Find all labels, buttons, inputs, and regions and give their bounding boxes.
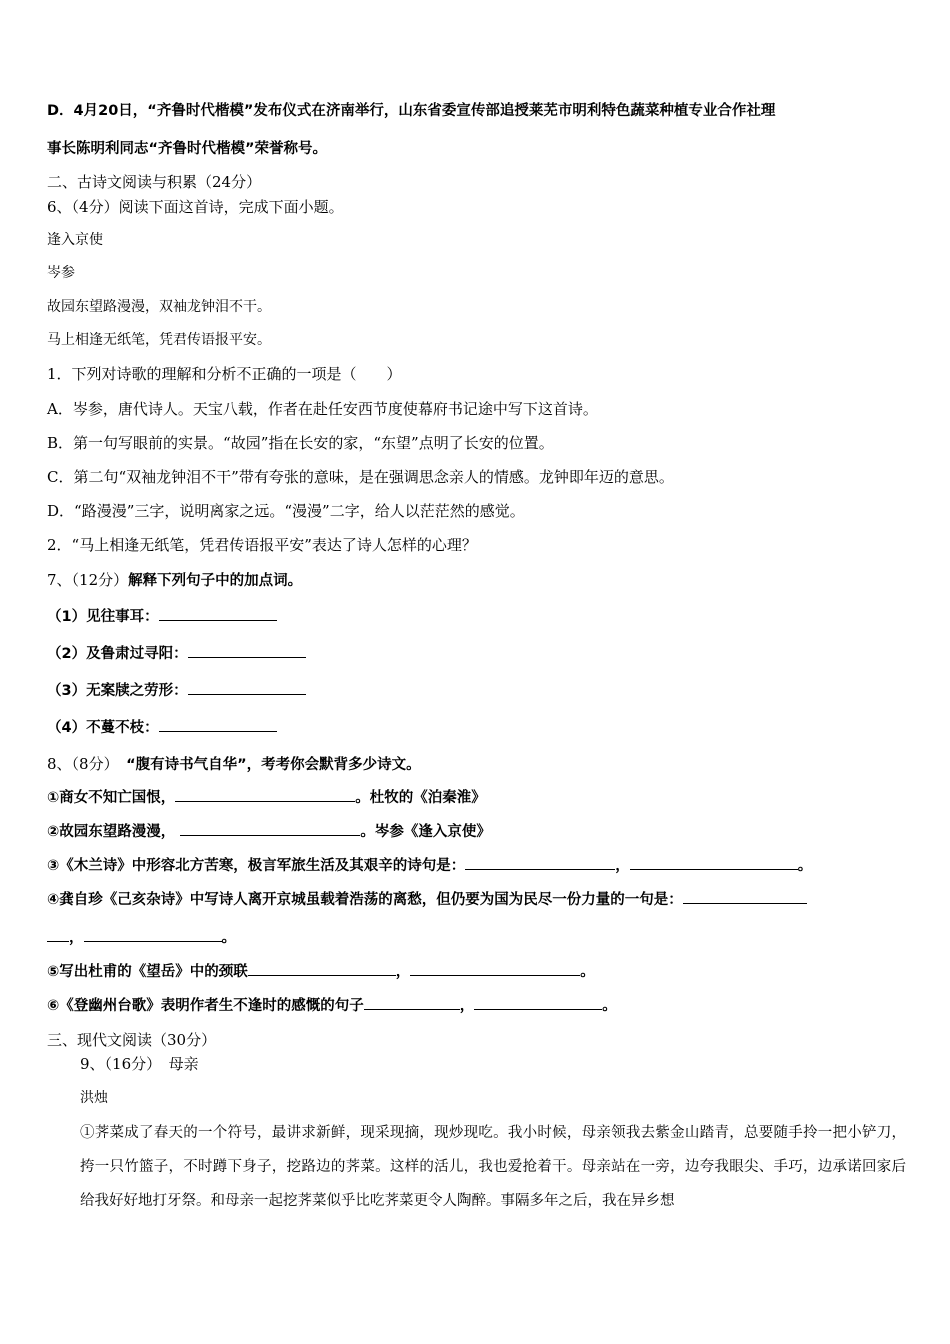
answer-blank[interactable] [180, 821, 360, 836]
q8-prefix: 8、（8分） [47, 755, 112, 773]
q7-prefix: 7、（12分） [47, 571, 129, 589]
option-d-line2: 事长陈明利同志“齐鲁时代楷模”荣誉称号。 [47, 141, 328, 157]
q8-item-3-text: ③《木兰诗》中形容北方苦寒，极言军旅生活及其艰辛的诗句是： [47, 858, 466, 874]
q8-item-1-text: ①商女不知亡国恨， [47, 790, 176, 806]
period: 。 [580, 964, 595, 980]
poem-title: 逢入京使 [47, 232, 103, 248]
period: 。 [221, 930, 236, 946]
answer-blank[interactable] [683, 889, 807, 904]
q7-item-4 [47, 717, 277, 739]
q8-item-1 [47, 787, 486, 809]
answer-blank[interactable] [175, 787, 355, 802]
q7-instruction: 解释下列句子中的加点词。 [128, 573, 303, 589]
answer-blank[interactable] [410, 961, 580, 976]
q7-header [47, 569, 302, 592]
comma: ， [459, 998, 475, 1014]
q6-sub1: 1．下列对诗歌的理解和分析不正确的一项是（ ） [47, 365, 402, 383]
answer-blank[interactable] [159, 606, 277, 621]
q6-option-a: A．岑参，唐代诗人。天宝八载，作者在赴任安西节度使幕府书记途中写下这首诗。 [47, 400, 598, 418]
section-2-heading: 二、古诗文阅读与积累（24分） [47, 173, 262, 191]
section-3-heading: 三、现代文阅读（30分） [47, 1031, 217, 1049]
q8-item-6-text: ⑥《登幽州台歌》表明作者生不逢时的感慨的句子 [47, 998, 364, 1014]
q8-item-5-text: ⑤写出杜甫的《望岳》中的颈联 [47, 964, 248, 980]
comma: ， [395, 964, 411, 980]
period: 。 [797, 858, 813, 874]
q7-item-3 [47, 680, 306, 702]
q7-item-1-label: （1）见往事耳： [47, 609, 159, 625]
q6-option-b: B．第一句写眼前的实景。“故园”指在长安的家，“东望”点明了长安的位置。 [47, 434, 554, 452]
q6-intro: 6、（4分）阅读下面这首诗，完成下面小题。 [47, 198, 344, 216]
q8-item-2-source: 。岑参《逢入京使》 [360, 824, 491, 840]
q9-label: 9、（16分） 母亲 [80, 1055, 199, 1073]
q8-item-4-line2 [47, 927, 236, 949]
answer-blank[interactable] [465, 855, 615, 870]
answer-blank[interactable] [188, 643, 306, 658]
q7-item-2-label: （2）及鲁肃过寻阳： [47, 646, 188, 662]
essay-author: 洪烛 [80, 1090, 108, 1106]
answer-blank[interactable] [84, 927, 222, 942]
answer-blank[interactable] [474, 995, 602, 1010]
answer-blank[interactable] [248, 961, 396, 976]
comma: ， [69, 930, 84, 946]
q6-option-d: D．“路漫漫”三字，说明离家之远。“漫漫”二字，给人以茫茫然的感觉。 [47, 502, 525, 520]
q8-item-4-line1 [47, 889, 807, 911]
q8-item-3 [47, 855, 812, 877]
answer-blank[interactable] [188, 680, 306, 695]
q8-item-2-text: ②故园东望路漫漫， [47, 824, 176, 840]
answer-blank[interactable] [47, 927, 69, 942]
q7-item-1 [47, 606, 277, 628]
q8-item-1-source: 。杜牧的《泊秦淮》 [355, 790, 486, 806]
q7-item-4-label: （4）不蔓不枝： [47, 720, 159, 736]
poem-line-1: 故园东望路漫漫，双袖龙钟泪不干。 [47, 299, 271, 315]
option-d-line1: D．4月20日，“齐鲁时代楷模”发布仪式在济南举行，山东省委宣传部追授莱芜市明利特色蔬菜种植专业合作社理 [47, 103, 776, 119]
answer-blank[interactable] [630, 855, 798, 870]
q7-item-3-label: （3）无案牍之劳形： [47, 683, 188, 699]
q6-sub2: 2．“马上相逢无纸笔，凭君传语报平安”表达了诗人怎样的心理？ [47, 536, 477, 554]
q8-instruction: “腹有诗书气自华”，考考你会默背多少诗文。 [126, 757, 421, 773]
q6-option-c: C．第二句“双袖龙钟泪不干”带有夸张的意味，是在强调思念亲人的情感。龙钟即年迈的意思。 [47, 468, 674, 486]
period: 。 [602, 998, 617, 1014]
q8-item-5 [47, 961, 595, 983]
essay-paragraph-1: ①荠菜成了春天的一个符号，最讲求新鲜，现采现摘，现炒现吃。我小时候，母亲领我去紫金山踏青，总要随手拎一把小铲刀，挎一只竹篮子，不时蹲下身子，挖路边的荠菜。这样的活儿，我也爱抢着干。母亲站在一旁，边夸我眼尖、手巧，边承诺回家后给我好好地打牙祭。和母亲一起挖荠菜似乎比吃荠菜更令人陶醉。事隔多年之后，我在异乡想 [80, 1125, 906, 1209]
answer-blank[interactable] [159, 717, 277, 732]
q8-item-4-text: ④龚自珍《己亥杂诗》中写诗人离开京城虽载着浩荡的离愁，但仍要为国为民尽一份力量的一句是： [47, 892, 683, 908]
poem-author: 岑参 [47, 265, 75, 281]
q8-header [47, 753, 421, 776]
comma: ， [615, 858, 630, 874]
answer-blank[interactable] [364, 995, 460, 1010]
q8-item-6 [47, 995, 617, 1017]
poem-line-2: 马上相逢无纸笔，凭君传语报平安。 [47, 332, 271, 348]
q8-item-2 [47, 821, 491, 843]
q7-item-2 [47, 643, 306, 665]
